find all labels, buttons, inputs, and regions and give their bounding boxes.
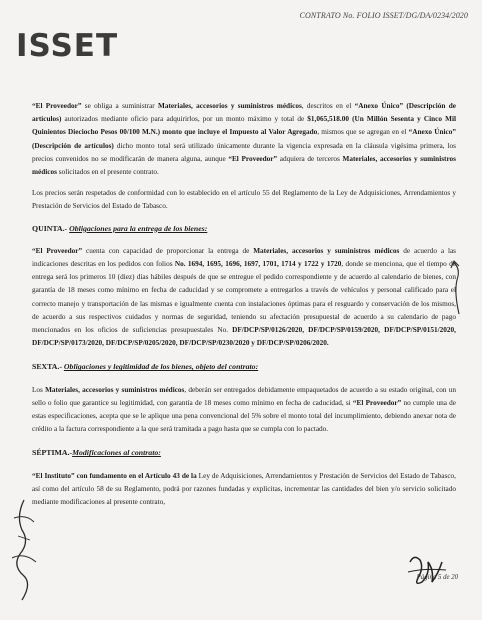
text-segment: autorizados mediante oficio para adquirirlos, por un monto máximo y total de bbox=[61, 115, 308, 124]
handwritten-margin-mark bbox=[449, 258, 469, 318]
left-margin-signature bbox=[6, 496, 42, 606]
text-materials: Materiales, accesorios y suministros médicos bbox=[45, 385, 185, 394]
paragraph-sexta bbox=[32, 384, 456, 437]
text-segment: dicho monto total será utilizado únicamente durante la vigencia expresada en la cláusula vigésima primera, los precios convenidos no se modificarán de manera alguna, aunque bbox=[32, 141, 456, 163]
clause-title: Obligaciones para la entrega de los bienes: bbox=[69, 223, 208, 233]
text-oficios: DF/DCP/SP/0126/2020, DF/DCP/SP/0159/2020, DF/DCP/SP/0151/2020, DF/DCP/SP/0173/2020, DF/DCP/SP/0205/2020, DF/DCP/SP/0230/2020 y DF/DCP/SP/0206/2020. bbox=[32, 326, 456, 348]
text-anexo: “Anexo Único” (Descripción de artículos) bbox=[32, 128, 456, 150]
text-proveedor: “El Proveedor” bbox=[228, 154, 278, 163]
paragraph-amount bbox=[32, 100, 456, 179]
text-segment: , donde se menciona, que el tiempo de entrega será los primeros 10 (diez) días hábiles después de que se entregue el pedido correspondiente y de acuerdo al calendario de bienes, con garantía de 18 meses como mínimo en fecha de caducidad y se compromete a entregarlos a través de vehículos y personal calificado para el correcto manejo y transportación de las mismas e igualmente cuenta con instalaciones óptimas para el resguardo y conservación de los mismos, de acuerdo a sus respectivos cuidados y normas de seguridad, teniendo su afectación presupuestal de acuerdo a su calendario de pago mencionados en los oficios de suficiencias presupuestales No. bbox=[32, 260, 456, 335]
text-segment: no cumple una de estas especificaciones, acepta que se le aplique una pena convencional del 5% sobre el monto total del incumplimiento, debiendo anexar nota de crédito a la factura correspondiente a la que será tramitada a pago hasta que se cumpla con lo pactado. bbox=[32, 398, 456, 434]
clause-label: QUINTA.- bbox=[32, 223, 68, 233]
text-proveedor: “El Proveedor” bbox=[32, 102, 82, 110]
isset-logo: ISSET bbox=[16, 28, 119, 64]
text-segment: , mismos que se agregan en el bbox=[317, 128, 409, 137]
clause-label: SÉPTIMA.- bbox=[32, 448, 73, 458]
text-instituto: “El Instituto” con fundamento en el Artículo 43 de la bbox=[32, 471, 197, 480]
text-segment: , descritos en el bbox=[301, 102, 355, 110]
text-materials: Materiales, accesorios y suministros médicos bbox=[158, 102, 302, 110]
clause-label: SEXTA.- bbox=[32, 362, 62, 372]
text-materials: Materiales, accesorios y suministros médicos bbox=[32, 154, 456, 177]
document-body bbox=[32, 100, 456, 509]
clause-heading-sexta bbox=[32, 360, 456, 373]
text-proveedor: “El Proveedor” bbox=[32, 246, 83, 255]
text-segment: , deberán ser entregados debidamente empaquetados de acuerdo a su estado original, con un sello o folio que garantice su legitimidad, con garantía de 18 meses como mínimo en fecha de caducidad, si bbox=[32, 385, 456, 407]
clause-heading-quinta bbox=[32, 222, 456, 235]
text-materials: Materiales, accesorios y suministros médicos bbox=[253, 246, 400, 255]
bottom-signature bbox=[404, 552, 450, 592]
paragraph-prices: Los precios serán respetados de conformidad con lo establecido en el artículo 55 del Reglamento de la Ley de Adquisiciones, Arrendamientos y Prestación de Servicios del Estado de Tabasco. bbox=[32, 189, 456, 211]
text-segment: cuenta con capacidad de proporcionar la entrega de bbox=[82, 246, 254, 255]
contract-reference: CONTRATO No. FOLIO ISSET/DG/DA/0234/2020 bbox=[299, 11, 468, 20]
text-segment: adquiera de terceros bbox=[277, 154, 343, 163]
text-segment: solicitados en el presente contrato. bbox=[56, 168, 159, 177]
text-segment: de acuerdo a las indicaciones descritas en los pedidos con folios bbox=[32, 246, 457, 269]
text-segment: Los bbox=[32, 385, 46, 394]
clause-title: Obligaciones y legitimidad de los bienes, objeto del contrato: bbox=[63, 362, 259, 372]
text-segment: se obliga a suministrar bbox=[81, 102, 159, 110]
paragraph-quinta bbox=[32, 245, 456, 351]
clause-heading-septima bbox=[32, 446, 456, 459]
text-folios: No. 1694, 1695, 1696, 1697, 1701, 1714 y 1722 y 1720 bbox=[174, 260, 342, 269]
clause-title: Modificaciones al contrato: bbox=[72, 448, 161, 458]
paragraph-septima bbox=[32, 470, 456, 510]
text-anexo: “Anexo Único” (Descripción de artículos) bbox=[32, 102, 456, 124]
text-amount: $1,065,518.00 (Un Millón Sesenta y Cinco Mil Quinientos Dieciocho Pesos 00/100 M.N.) monto que incluye el Impuesto al Valor Agregado bbox=[32, 115, 456, 137]
page-number: Página 5 de 20 bbox=[416, 574, 458, 581]
text-proveedor: “El Proveedor” bbox=[352, 398, 402, 407]
text-segment: Ley de Adquisiciones, Arrendamientos y Prestación de Servicios del Estado de Tabasco, así como del artículo 58 de su Reglamento, podrá por razones fundadas y explícitas, incrementar las cantidades del bien y/o servicio solicitado mediante modificaciones al presente contrato, bbox=[32, 471, 456, 507]
